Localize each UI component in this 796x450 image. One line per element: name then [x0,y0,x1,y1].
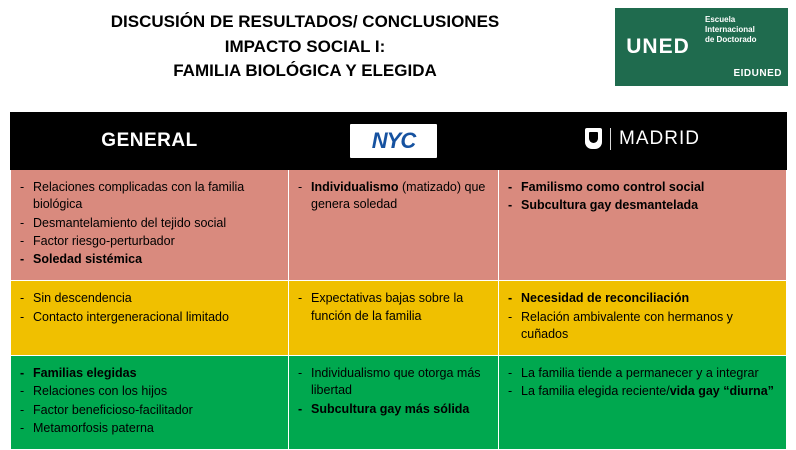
list-item: - Sin descendencia [17,290,280,307]
comparison-table [10,112,787,450]
divider [610,128,611,150]
cell-madrid-green [499,356,787,450]
page-title [0,10,610,84]
madrid-label: MADRID [619,127,700,149]
shield-icon [585,128,602,149]
table-row [11,170,787,281]
list-item: - Familismo como control social [505,179,778,196]
list-item: - Necesidad de reconciliación [505,290,778,307]
list-item: - Metamorfosis paterna [17,420,280,437]
bullet-list [295,179,490,214]
uned-logo-right [701,8,788,86]
list-item: - Factor riesgo-perturbador [17,233,280,250]
header-cell-general [11,113,289,170]
title-line-3: FAMILIA BIOLÓGICA Y ELEGIDA [173,61,437,81]
list-item: - Subcultura gay más sólida [295,401,490,418]
list-item: - Contacto intergeneracional limitado [17,309,280,326]
eiduned-tag: EIDUNED [733,68,782,79]
cell-general-green [11,356,289,450]
list-item: - Individualismo (matizado) que genera soledad [295,179,490,214]
nyc-logo: NYC [350,124,437,158]
uned-subtitle-line-2: Internacional [705,25,755,34]
bullet-list [17,290,280,326]
uned-brand: UNED [615,8,701,86]
list-item: - Relaciones con los hijos [17,383,280,400]
bullet-list [505,365,778,401]
cell-general-red [11,170,289,281]
bullet-list [505,179,778,215]
uned-subtitle [705,15,782,45]
cell-general-yellow [11,281,289,356]
list-item: - Subcultura gay desmantelada [505,197,778,214]
list-item: - Relación ambivalente con hermanos y cuñados [505,309,778,344]
uned-subtitle-line-3: de Doctorado [705,35,757,44]
list-item: - Soledad sistémica [17,251,280,268]
madrid-logo [585,128,700,150]
title-line-1: DISCUSIÓN DE RESULTADOS/ CONCLUSIONES [110,12,500,31]
cell-nyc-yellow [289,281,499,356]
list-item: - La familia elegida reciente/vida gay “diurna” [505,383,778,400]
title-line-2: IMPACTO SOCIAL I: [224,36,386,56]
table-row [11,281,787,356]
cell-madrid-yellow [499,281,787,356]
bullet-list [505,290,778,343]
list-item: - Factor beneficioso-facilitador [17,402,280,419]
cell-madrid-red [499,170,787,281]
list-item: - La familia tiende a permanecer y a integrar [505,365,778,382]
header-cell-nyc [289,113,499,170]
uned-logo [615,8,788,86]
bullet-list [17,365,280,437]
bullet-list [17,179,280,268]
table-row [11,356,787,450]
header-cell-madrid [499,113,787,170]
list-item: - Relaciones complicadas con la familia biológica [17,179,280,214]
list-item: - Familias elegidas [17,365,280,382]
bullet-list [295,290,490,325]
column-label-general: GENERAL [101,130,198,151]
list-item: - Individualismo que otorga más libertad [295,365,490,400]
cell-nyc-green [289,356,499,450]
table-header-row [11,113,787,170]
uned-subtitle-line-1: Escuela [705,15,736,24]
list-item: - Expectativas bajas sobre la función de la familia [295,290,490,325]
cell-nyc-red [289,170,499,281]
bullet-list [295,365,490,418]
list-item: - Desmantelamiento del tejido social [17,215,280,232]
